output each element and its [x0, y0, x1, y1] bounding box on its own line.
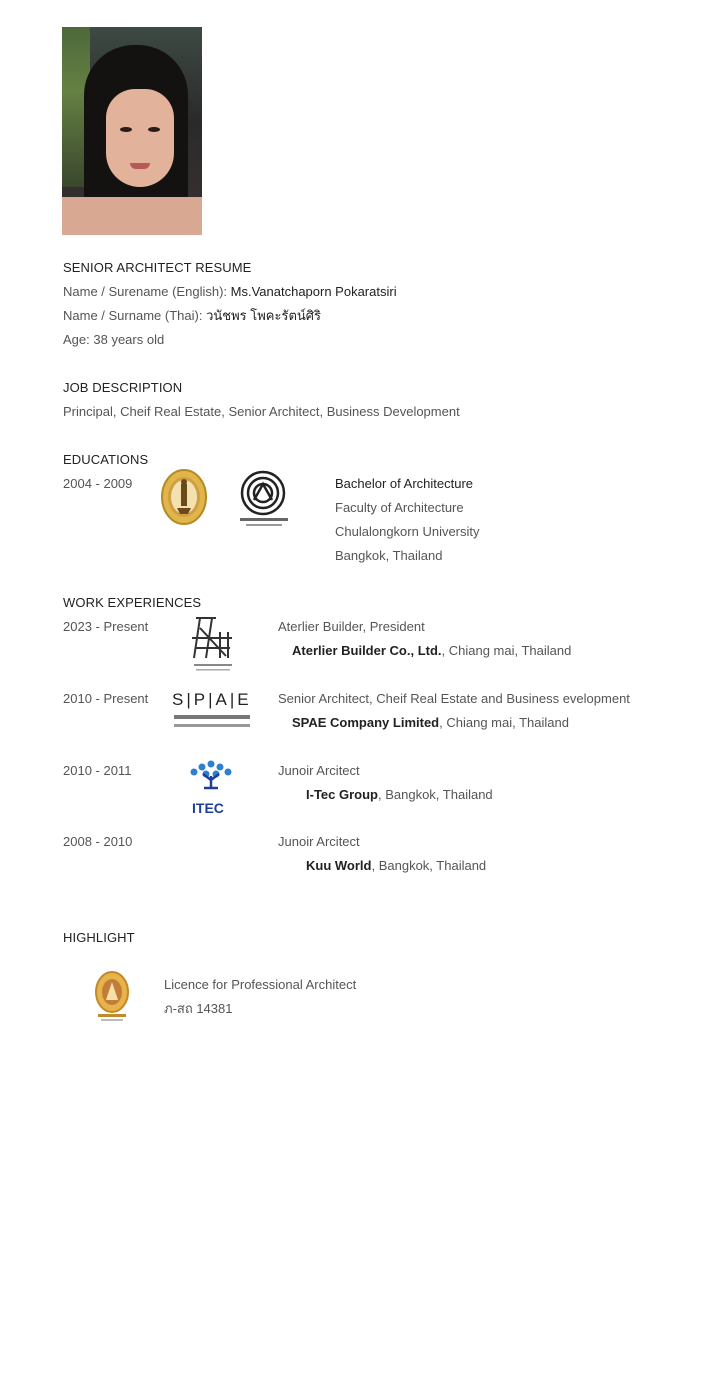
highlight-number: ภ-สถ 14381 [164, 1001, 233, 1016]
profile-photo [62, 27, 202, 235]
work-company-line [292, 715, 569, 731]
work-company-line [306, 858, 486, 874]
education-faculty: Faculty of Architecture [335, 500, 464, 515]
work-location: , Bangkok, Thailand [377, 787, 493, 802]
work-role: Junoir Arcitect [278, 763, 360, 778]
work-role: Senior Architect, Cheif Real Estate and Business evelopment [278, 691, 630, 706]
university-seal-icon [160, 468, 208, 526]
work-years: 2023 - Present [63, 619, 149, 634]
age-value: 38 years old [93, 332, 165, 347]
work-company: Kuu World [306, 858, 372, 873]
work-years: 2010 - Present [63, 691, 149, 706]
education-degree: Bachelor of Architecture [335, 476, 474, 491]
work-company-line [306, 787, 493, 803]
faculty-emblem-icon [232, 468, 296, 530]
itec-logo-icon: ITEC [192, 800, 224, 816]
name-english-value: Ms.Vanatchaporn Pokaratsiri [230, 284, 397, 299]
work-company: Aterlier Builder Co., Ltd. [292, 643, 442, 658]
spae-logo-subtitle-icon [172, 712, 254, 732]
name-thai-value: วนัชพร โพคะรัตน์ศิริ [206, 308, 322, 323]
name-thai-label: Name / Surname (Thai): [63, 308, 203, 323]
education-university: Chulalongkorn University [335, 524, 480, 539]
work-role: Aterlier Builder, President [278, 619, 425, 634]
work-years: 2010 - 2011 [63, 763, 132, 778]
job-description-heading: JOB DESCRIPTION [63, 380, 183, 395]
work-company: I-Tec Group [306, 787, 378, 802]
work-location: , Bangkok, Thailand [371, 858, 487, 873]
work-company: SPAE Company Limited [292, 715, 440, 730]
education-years: 2004 - 2009 [63, 476, 133, 491]
atelier-builder-logo-icon [190, 614, 236, 674]
work-role: Junoir Arcitect [278, 834, 360, 849]
highlight-title: Licence for Professional Architect [164, 977, 357, 992]
work-company-line [292, 643, 571, 659]
work-heading: WORK EXPERIENCES [63, 595, 202, 610]
work-location: , Chiang mai, Thailand [439, 715, 569, 730]
itec-tree-icon [188, 758, 234, 792]
education-location: Bangkok, Thailand [335, 548, 443, 563]
resume-title: SENIOR ARCHITECT RESUME [63, 260, 252, 275]
age-label: Age: [63, 332, 90, 347]
name-thai [63, 308, 321, 324]
highlight-heading: HIGHLIGHT [63, 930, 135, 945]
work-years: 2008 - 2010 [63, 834, 133, 849]
education-heading: EDUCATIONS [63, 452, 149, 467]
name-english [63, 284, 397, 300]
architect-council-seal-icon [92, 970, 132, 1024]
work-location: , Chiang mai, Thailand [441, 643, 572, 658]
spae-logo-icon: S|P|A|E [172, 690, 252, 709]
name-english-label: Name / Surename (English): [63, 284, 228, 299]
job-description-text: Principal, Cheif Real Estate, Senior Architect, Business Development [63, 404, 460, 419]
age [63, 332, 164, 348]
